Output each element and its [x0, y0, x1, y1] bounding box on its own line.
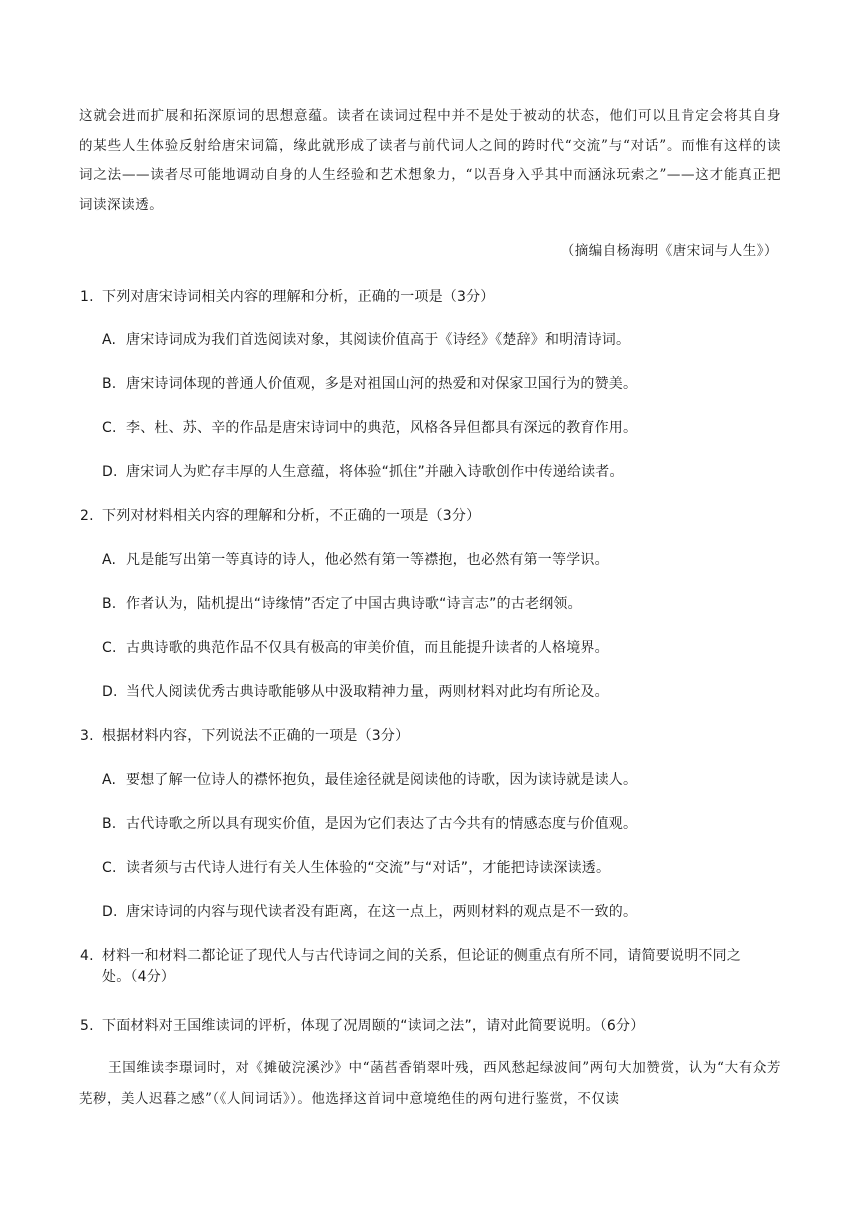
- question-number: 3.: [80, 728, 94, 744]
- option-label: B.: [102, 596, 117, 612]
- option-text: 当代人阅读优秀古典诗歌能够从中汲取精神力量，两则材料对此均有所论及。: [126, 684, 609, 700]
- option-label: B.: [102, 816, 117, 832]
- option-label: C.: [102, 860, 117, 876]
- option-text: 要想了解一位诗人的襟怀抱负，最佳途径就是阅读他的诗歌，因为读诗就是读人。: [126, 772, 638, 788]
- option-label: C.: [102, 420, 117, 436]
- question-text: 根据材料内容，下列说法不正确的一项是（3分）: [102, 728, 410, 744]
- option-text: 古典诗歌的典范作品不仅具有极高的审美价值，而且能提升读者的人格境界。: [126, 640, 609, 656]
- option-label: B.: [102, 376, 117, 392]
- question-text: 材料一和材料二都论证了现代人与古代诗词之间的关系，但论证的侧重点有所不同，请简要说明不同之: [102, 948, 741, 964]
- option-text: 凡是能写出第一等真诗的诗人，他必然有第一等襟抱，也必然有第一等学识。: [126, 552, 609, 568]
- question-number: 1.: [80, 289, 94, 305]
- question-5: [80, 1015, 785, 1037]
- option-label: D.: [102, 464, 118, 480]
- q1-option-d: [102, 461, 782, 483]
- quoted-material-text: 王国维读李璟词时，对《摊破浣溪沙》中“菡萏香销翠叶残，西风愁起绿波间”两句大加赞赏，认为“大有众芳芜秽，美人迟暮之感”（《人间词话》）。他选择这首词中意境绝佳的两句进行鉴赏，不仅读: [79, 1060, 781, 1107]
- q2-option-c: [102, 637, 782, 659]
- q2-option-a: [102, 549, 782, 571]
- source-citation: （摘编自杨海明《唐宋词与人生》）: [560, 243, 778, 259]
- question-3: [80, 725, 785, 747]
- q1-option-a: [102, 329, 782, 351]
- question-text: 下面材料对王国维读词的评析，体现了况周颐的“读词之法”，请对此简要说明。（6分）: [102, 1018, 645, 1034]
- option-text: 唐宋诗词的内容与现代读者没有距离，在这一点上，两则材料的观点是不一致的。: [126, 904, 638, 920]
- option-label: A.: [102, 772, 117, 788]
- question-text-continuation: 处。（4分）: [102, 969, 176, 985]
- option-label: C.: [102, 640, 117, 656]
- q3-option-a: [102, 769, 782, 791]
- option-label: D.: [102, 904, 118, 920]
- option-text: 唐宋诗词成为我们首选阅读对象，其阅读价值高于《诗经》《楚辞》和明清诗词。: [126, 332, 631, 348]
- option-label: A.: [102, 552, 117, 568]
- question-2: [80, 505, 785, 527]
- question-number: 5.: [80, 1018, 94, 1034]
- q3-option-c: [102, 857, 782, 879]
- q1-option-c: [102, 417, 782, 439]
- option-text: 作者认为，陆机提出“诗缘情”否定了中国古典诗歌“诗言志”的古老纲领。: [126, 596, 582, 612]
- q3-option-d: [102, 901, 782, 923]
- option-label: A.: [102, 332, 117, 348]
- quoted-material: [79, 1053, 781, 1115]
- question-1: [80, 286, 785, 308]
- option-text: 读者须与古代诗人进行有关人生体验的“交流”与“对话”，才能把诗读深读透。: [126, 860, 611, 876]
- question-number: 4.: [80, 948, 94, 964]
- option-text: 唐宋词人为贮存丰厚的人生意蕴，将体验“抓住”并融入诗歌创作中传递给读者。: [126, 464, 624, 480]
- option-text: 唐宋诗词体现的普通人价值观，多是对祖国山河的热爱和对保家卫国行为的赞美。: [126, 376, 638, 392]
- option-text: 古代诗歌之所以具有现实价值，是因为它们表达了古今共有的情感态度与价值观。: [126, 816, 638, 832]
- question-number: 2.: [80, 508, 94, 524]
- q1-option-b: [102, 373, 782, 395]
- question-text: 下列对唐宋诗词相关内容的理解和分析，正确的一项是（3分）: [102, 289, 495, 305]
- question-4: [80, 945, 785, 993]
- q3-option-b: [102, 813, 782, 835]
- q2-option-d: [102, 681, 782, 703]
- option-label: D.: [102, 684, 118, 700]
- option-text: 李、杜、苏、辛的作品是唐宋诗词中的典范，风格各异但都具有深远的教育作用。: [126, 420, 638, 436]
- question-text: 下列对材料相关内容的理解和分析，不正确的一项是（3分）: [102, 508, 481, 524]
- q2-option-b: [102, 593, 782, 615]
- passage-paragraph: 这就会进而扩展和拓深原词的思想意蕴。读者在读词过程中并不是处于被动的状态，他们可以且肯定会将其自身的某些人生体验反射给唐宋词篇，缘此就形成了读者与前代词人之间的跨时代“交流”与“对话”。而惟有这样的读词之法——读者尽可能地调动自身的人生经验和艺术想象力，“以吾身入乎其中而涵泳玩索之”——这才能真正把词读深读透。: [79, 108, 781, 213]
